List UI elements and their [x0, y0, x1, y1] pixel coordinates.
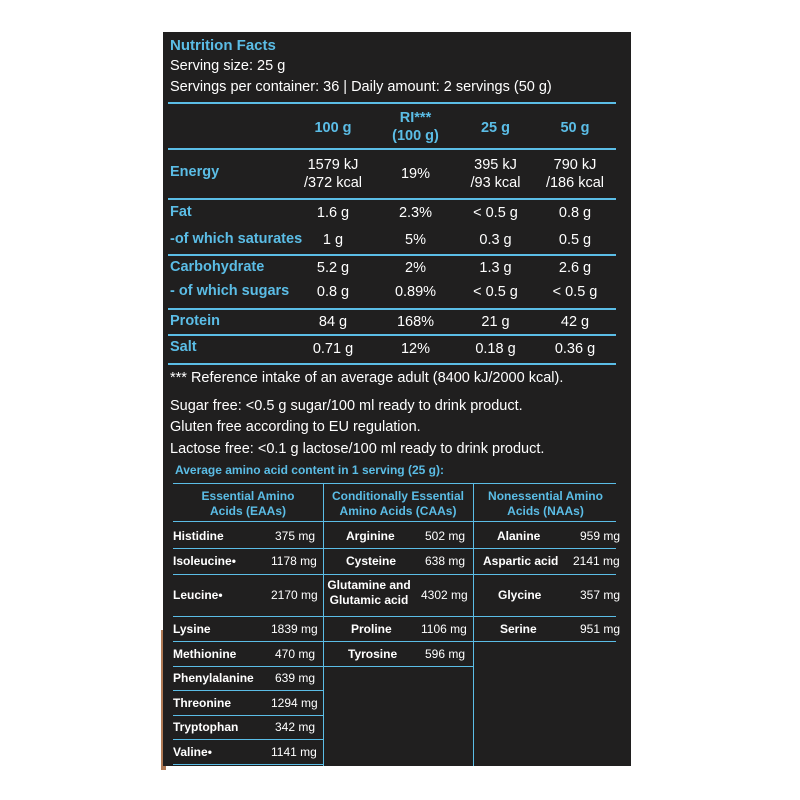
naa-value: 357 mg	[580, 588, 621, 602]
divider	[173, 548, 616, 549]
divider	[173, 739, 323, 740]
note-lactose-free: Lactose free: <0.1 g lactose/100 ml ready to drink product.	[170, 441, 545, 457]
sugars-100g: 0.8 g	[316, 284, 350, 300]
eaa-name: Threonine	[173, 696, 232, 710]
amino-head-caa-line2: Amino Acids (CAAs)	[339, 504, 457, 518]
caa-name-line2: Glutamic acid	[329, 593, 409, 607]
eaa-value: 342 mg	[275, 720, 316, 734]
carbohydrate-100g: 5.2 g	[316, 260, 350, 276]
divider	[173, 690, 323, 691]
eaa-name: Histidine	[173, 529, 224, 543]
amino-head-naa	[473, 489, 618, 519]
protein-25g: 21 g	[481, 314, 510, 330]
caa-name-line1: Glutamine and	[327, 578, 411, 592]
carbohydrate-50g: 2.6 g	[558, 260, 592, 276]
fat-100g: 1.6 g	[316, 205, 350, 221]
col-ri-line1: RI***	[399, 110, 432, 126]
divider	[168, 148, 616, 150]
eaa-value: 1839 mg	[271, 622, 318, 636]
column-separator	[323, 483, 324, 766]
eaa-name: Phenylalanine	[173, 671, 254, 685]
eaa-value: 1178 mg	[271, 554, 317, 568]
caa-value: 1106 mg	[421, 622, 467, 636]
protein-100g: 84 g	[318, 314, 348, 330]
amino-title: Average amino acid content in 1 serving (25 g):	[175, 463, 444, 477]
carbohydrate-25g: 1.3 g	[479, 260, 512, 276]
divider	[173, 616, 616, 617]
fat-50g: 0.8 g	[558, 205, 592, 221]
amino-head-eaa-line2: Acids (EAAs)	[209, 504, 286, 518]
caa-value: 596 mg	[425, 647, 466, 661]
row-label-carbohydrate: Carbohydrate	[170, 259, 265, 275]
note-sugar-free: Sugar free: <0.5 g sugar/100 ml ready to drink product.	[170, 398, 523, 414]
saturates-25g: 0.3 g	[479, 232, 512, 248]
row-label-fat: Fat	[170, 204, 192, 220]
eaa-name: Isoleucine•	[173, 554, 236, 568]
divider	[173, 715, 323, 716]
eaa-value: 639 mg	[275, 671, 316, 685]
serving-size: Serving size: 25 g	[170, 58, 286, 74]
eaa-value: 2170 mg	[271, 588, 318, 602]
amino-head-naa-line1: Nonessential Amino	[488, 489, 603, 503]
divider	[168, 308, 616, 310]
caa-value: 4302 mg	[421, 588, 468, 602]
energy-100g-kj: 1579 kJ	[307, 157, 359, 173]
naa-name: Glycine	[498, 588, 542, 602]
col-50g: 50 g	[560, 120, 590, 136]
salt-ri: 12%	[400, 341, 431, 357]
note-gluten-free: Gluten free according to EU regulation.	[170, 419, 421, 435]
sugars-25g: < 0.5 g	[473, 284, 518, 300]
column-separator	[473, 483, 474, 766]
naa-value: 959 mg	[580, 529, 621, 543]
row-label-salt: Salt	[170, 339, 197, 355]
row-label-energy: Energy	[170, 164, 220, 180]
saturates-ri: 5%	[405, 232, 426, 248]
row-label-protein: Protein	[170, 313, 220, 329]
eaa-name: Methionine	[173, 647, 237, 661]
divider	[168, 334, 616, 336]
sugars-50g: < 0.5 g	[552, 284, 598, 300]
protein-ri: 168%	[396, 314, 435, 330]
row-label-sugars: - of which sugars	[170, 283, 290, 299]
energy-50g	[535, 156, 615, 192]
energy-25g-kj: 395 kJ	[474, 157, 517, 173]
divider	[168, 363, 616, 365]
divider	[168, 198, 616, 200]
naa-name: Serine	[500, 622, 537, 636]
salt-25g: 0.18 g	[475, 341, 516, 357]
fat-ri: 2.3%	[398, 205, 433, 221]
energy-25g	[458, 156, 533, 192]
eaa-name: Tryptophan	[173, 720, 239, 734]
eaa-name: Leucine•	[173, 588, 223, 602]
energy-50g-kj: 790 kJ	[553, 157, 597, 173]
col-ri-line2: (100 g)	[392, 128, 439, 144]
eaa-name: Valine•	[173, 745, 212, 759]
caa-name: Cysteine	[346, 554, 397, 568]
protein-50g: 42 g	[560, 314, 590, 330]
eaa-value: 375 mg	[275, 529, 316, 543]
energy-100g	[293, 156, 373, 192]
energy-50g-kcal: /186 kcal	[545, 175, 605, 191]
eaa-value: 1141 mg	[271, 745, 317, 759]
panel-title: Nutrition Facts	[170, 37, 276, 54]
caa-value: 502 mg	[425, 529, 466, 543]
naa-value: 951 mg	[580, 622, 621, 636]
col-25g: 25 g	[480, 120, 510, 136]
eaa-name: Lysine	[173, 622, 211, 636]
col-ri	[373, 109, 458, 145]
saturates-100g: 1 g	[322, 232, 344, 248]
servings-per-container: Servings per container: 36 | Daily amount: 2 servings (50 g)	[170, 79, 552, 95]
carbohydrate-ri: 2%	[405, 260, 426, 276]
divider	[173, 666, 473, 667]
caa-name	[326, 578, 412, 608]
nutrition-facts-panel	[163, 32, 631, 766]
energy-100g-kcal: /372 kcal	[303, 175, 363, 191]
row-label-saturates: -of which saturates	[170, 231, 303, 247]
caa-name: Proline	[351, 622, 392, 636]
ri-footnote: *** Reference intake of an average adult (8400 kJ/2000 kcal).	[170, 370, 564, 386]
amino-head-caa	[323, 489, 473, 519]
energy-ri: 19%	[400, 166, 431, 182]
salt-50g: 0.36 g	[554, 341, 596, 357]
amino-head-eaa	[173, 489, 323, 519]
divider	[168, 254, 616, 256]
fat-25g: < 0.5 g	[473, 205, 518, 221]
caa-name: Arginine	[346, 529, 395, 543]
eaa-value: 470 mg	[275, 647, 316, 661]
divider	[173, 764, 323, 765]
col-100g: 100 g	[314, 120, 352, 136]
divider	[173, 521, 616, 522]
divider	[168, 102, 616, 104]
energy-25g-kcal: /93 kcal	[470, 175, 521, 191]
amino-head-caa-line1: Conditionally Essential	[331, 489, 465, 503]
divider	[173, 574, 616, 575]
eaa-value: 1294 mg	[271, 696, 318, 710]
amino-head-eaa-line1: Essential Amino	[201, 489, 295, 503]
amino-head-naa-line2: Acids (NAAs)	[507, 504, 584, 518]
naa-name: Alanine	[497, 529, 541, 543]
sugars-ri: 0.89%	[394, 284, 437, 300]
caa-value: 638 mg	[425, 554, 466, 568]
caa-name: Tyrosine	[348, 647, 398, 661]
naa-value: 2141 mg	[573, 554, 620, 568]
divider	[173, 483, 616, 484]
divider	[173, 641, 616, 642]
saturates-50g: 0.5 g	[558, 232, 592, 248]
naa-name: Aspartic acid	[483, 554, 559, 568]
salt-100g: 0.71 g	[312, 341, 354, 357]
